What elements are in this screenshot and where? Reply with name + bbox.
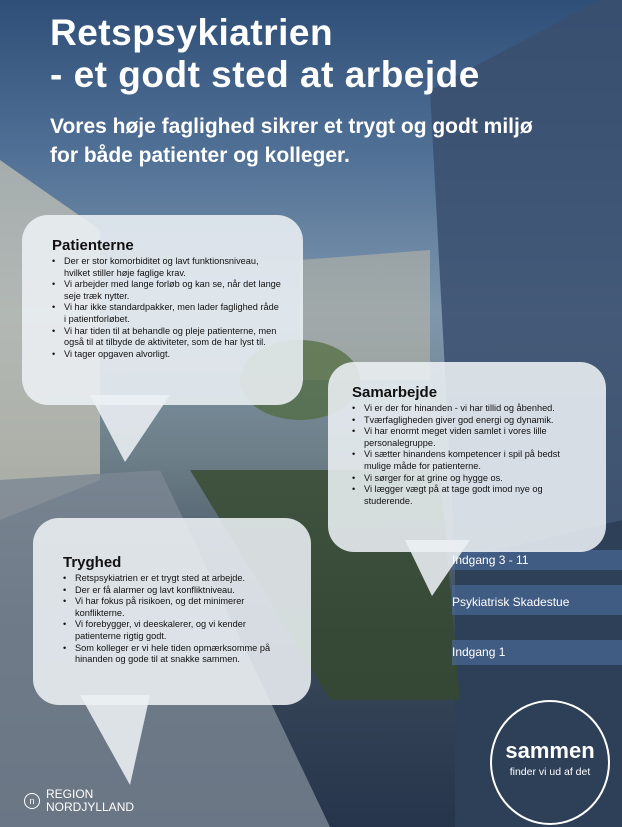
heading: Patienterne: [52, 237, 134, 254]
list-item: • Vi arbejder med lange forløb og kan se, når det lange seje træk nytter.: [52, 279, 283, 302]
bubble-tail: [90, 395, 170, 462]
list-item: • Vi har tiden til at behandle og pleje patienterne, men også til at tilbyde de aktiviteter, som de har lyst til.: [52, 326, 283, 349]
list-item: • Vi forebygger, vi deeskalerer, og vi kender patienterne rigtig godt.: [63, 619, 291, 642]
heading: Samarbejde: [352, 384, 438, 401]
heading: Tryghed: [63, 554, 122, 571]
list-item: • Som kolleger er vi hele tiden opmærksomme på hinanden og gode til at snakke sammen.: [63, 643, 291, 666]
bubble-patienterne: [22, 215, 303, 405]
list-item: • Vi er der for hinanden - vi har tillid og åbenhed.: [352, 403, 586, 415]
bubble-tryghed: [33, 518, 311, 705]
list-item: • Vi tager opgaven alvorligt.: [52, 349, 283, 361]
sign-skadestue: Psykiatrisk Skadestue: [452, 595, 570, 609]
subtitle: Vores høje faglighed sikrer et trygt og godt miljø for både patienter og kolleger.: [50, 115, 533, 167]
sign-indgang-3-11: Indgang 3 - 11: [452, 553, 529, 567]
list-item: • Vi har ikke standardpakker, men lader faglighed råde i patientforløbet.: [52, 302, 283, 325]
list-item: • Tværfagligheden giver god energi og dynamik.: [352, 415, 586, 427]
region-logo-icon: n: [24, 793, 40, 809]
page-title: Retspsykiatrien - et godt sted at arbejde: [50, 12, 480, 95]
list-item: • Vi sætter hinandens kompetencer i spil på bedst mulige måde for patienterne.: [352, 449, 586, 472]
list-item: • Retspsykiatrien er et trygt sted at arbejde.: [63, 573, 291, 585]
list-item: • Der er få alarmer og lavt konfliktniveau.: [63, 585, 291, 597]
bubble-samarbejde: [328, 362, 606, 552]
sammen-logo: sammen finder vi ud af det: [490, 700, 610, 825]
region-nordjylland-logo: n REGION NORDJYLLAND: [24, 788, 134, 814]
list-item: • Vi lægger vægt på at tage godt imod nye og studerende.: [352, 484, 586, 507]
list-item: • Vi har enormt meget viden samlet i vores lille personalegruppe.: [352, 426, 586, 449]
sign-indgang-1: Indgang 1: [452, 645, 506, 659]
list-item: • Vi har fokus på risikoen, og det minimerer konflikterne.: [63, 596, 291, 619]
list-item: • Vi sørger for at grine og hygge os.: [352, 473, 586, 485]
list-item: • Der er stor komorbiditet og lavt funktionsniveau, hvilket stiller høje faglige krav.: [52, 256, 283, 279]
